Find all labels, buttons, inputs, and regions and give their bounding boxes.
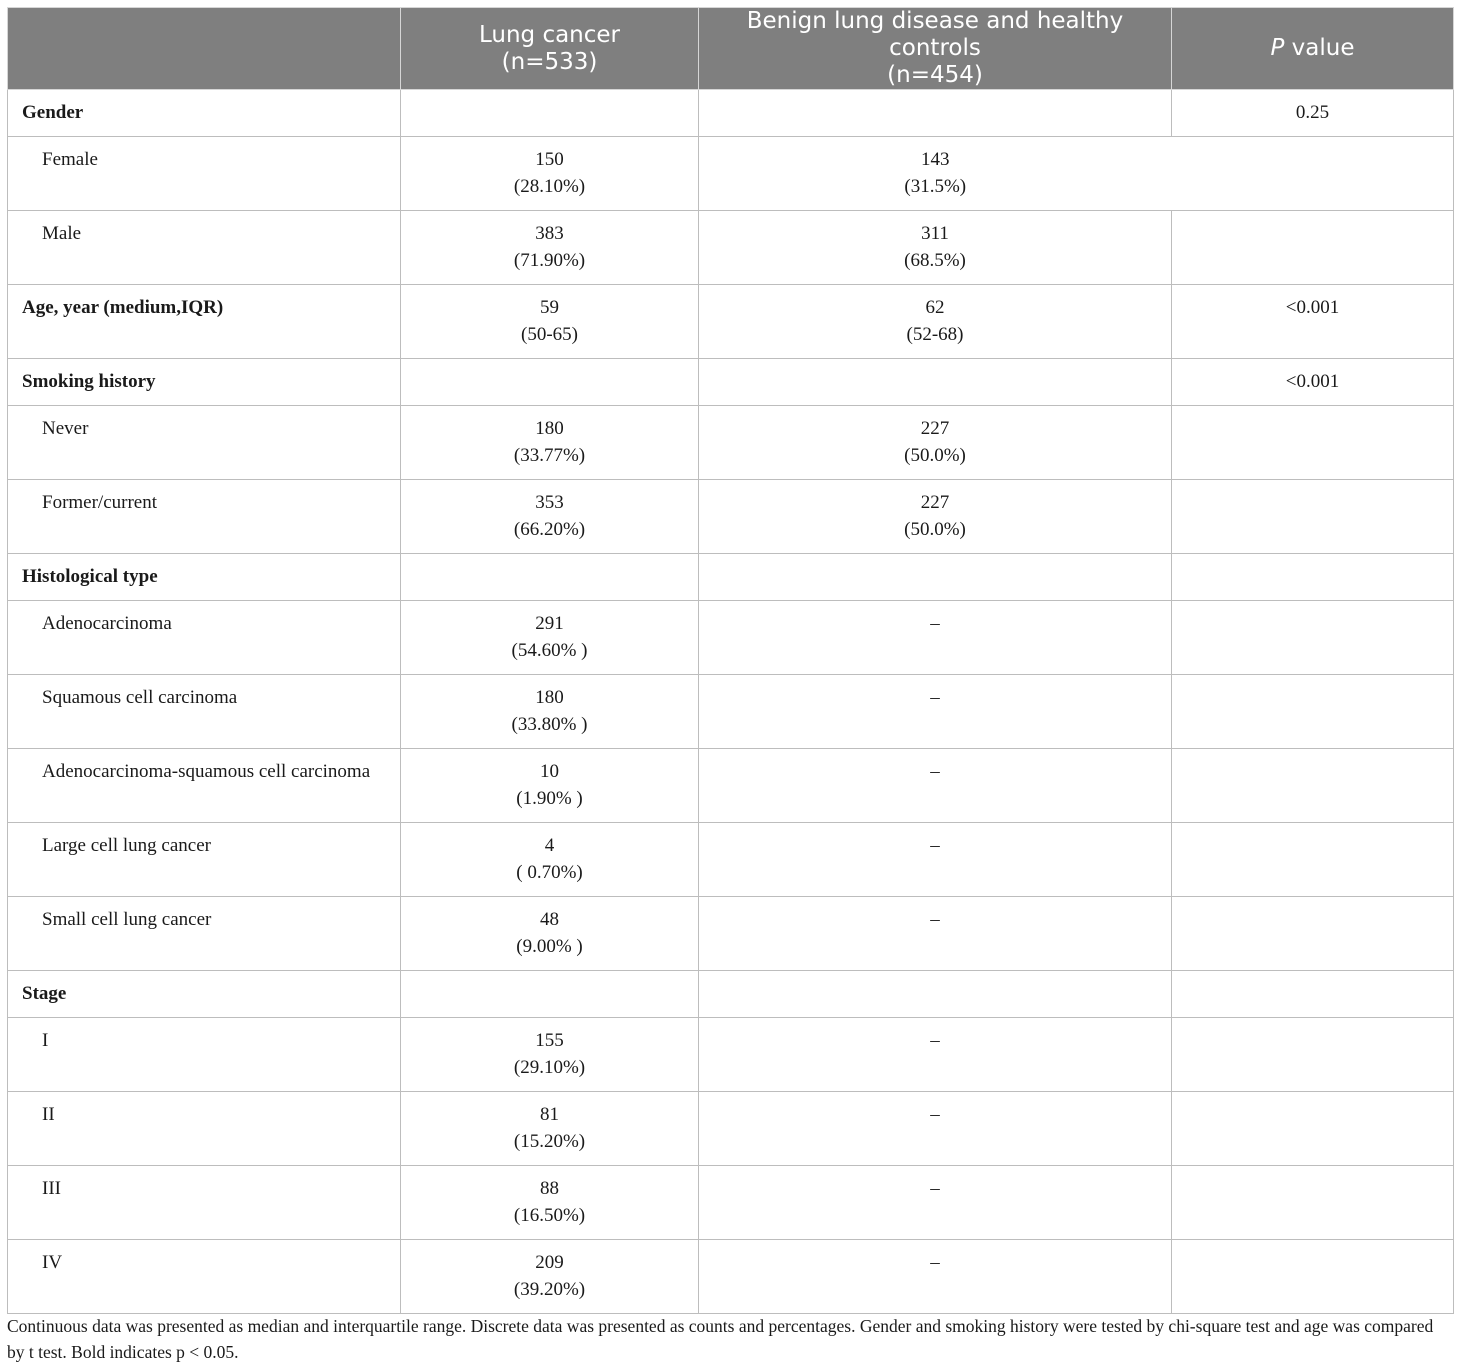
header-benign-n: (n=454) [887, 62, 983, 88]
table-row-male [8, 211, 1454, 285]
row-label: Histological type [8, 554, 401, 601]
percent: (66.20%) [513, 519, 586, 540]
percent: (50.0%) [904, 519, 966, 540]
benign-cell: – [699, 1240, 1172, 1314]
row-label: II [8, 1092, 401, 1166]
table-row-stage [8, 971, 1454, 1018]
lung-cancer-cell [401, 823, 699, 897]
count: 227 [920, 492, 950, 513]
benign-cell: – [699, 1018, 1172, 1092]
p-value-cell [1172, 1092, 1454, 1166]
benign-cell [699, 554, 1172, 601]
percent: (1.90% ) [516, 788, 583, 809]
table-row-adenocarcinoma [8, 601, 1454, 675]
lung-cancer-cell [401, 1092, 699, 1166]
count: 311 [921, 223, 949, 244]
row-label: Female [8, 137, 401, 211]
benign-cell [699, 211, 1172, 285]
lung-cancer-cell [401, 285, 699, 359]
row-label: IV [8, 1240, 401, 1314]
table-row-stage-ii [8, 1092, 1454, 1166]
lung-cancer-cell [401, 211, 699, 285]
p-value-cell [1172, 406, 1454, 480]
median: 59 [540, 297, 559, 318]
benign-cell [699, 285, 1172, 359]
header-col-p-value [1172, 8, 1454, 90]
count: 48 [540, 909, 559, 930]
iqr: (50-65) [521, 324, 578, 345]
p-value-cell [1172, 1240, 1454, 1314]
percent: (39.20%) [513, 1279, 586, 1300]
percent: (33.77%) [513, 445, 586, 466]
count: 143 [921, 149, 950, 170]
table-row-gender [8, 90, 1454, 137]
row-label: I [8, 1018, 401, 1092]
count: 383 [535, 223, 564, 244]
header-p-rest: value [1284, 35, 1355, 61]
count: 180 [535, 687, 564, 708]
benign-cell [699, 406, 1172, 480]
percent: (68.5%) [904, 250, 966, 271]
percent: (28.10%) [513, 176, 586, 197]
percent: (50.0%) [904, 445, 966, 466]
row-label: Former/current [8, 480, 401, 554]
benign-cell [699, 480, 1172, 554]
p-value-cell [1172, 823, 1454, 897]
count: 155 [535, 1030, 564, 1051]
header-row [8, 8, 1454, 90]
table-row-large-cell [8, 823, 1454, 897]
p-value-cell: <0.001 [1172, 359, 1454, 406]
lung-cancer-cell [401, 554, 699, 601]
p-value-cell [1172, 1018, 1454, 1092]
benign-cell: – [699, 601, 1172, 675]
characteristics-table [7, 7, 1454, 1314]
row-label: Smoking history [8, 359, 401, 406]
row-label: Never [8, 406, 401, 480]
percent: (71.90%) [513, 250, 586, 271]
p-value-cell [1172, 480, 1454, 554]
count: 88 [540, 1178, 559, 1199]
row-label: Small cell lung cancer [8, 897, 401, 971]
count: 10 [540, 761, 559, 782]
table-footnote: Continuous data was presented as median and interquartile range. Discrete data was presented as counts and percentages. Gender and smoking history were tested by chi-square test and age was compared by t test. Bold indicates p < 0.05. [7, 1316, 1434, 1362]
row-label: Male [8, 211, 401, 285]
count: 353 [535, 492, 564, 513]
benign-cell: – [699, 1092, 1172, 1166]
percent: (16.50%) [513, 1205, 586, 1226]
header-col-lung-cancer [401, 8, 699, 90]
benign-cell: – [699, 749, 1172, 823]
table-row-adeno-squamous [8, 749, 1454, 823]
table-row-age [8, 285, 1454, 359]
table-row-female [8, 137, 1454, 211]
percent: (29.10%) [513, 1057, 586, 1078]
row-label: Adenocarcinoma [8, 601, 401, 675]
count: 4 [544, 835, 555, 856]
header-lung-cancer-title: Lung cancer [478, 21, 621, 48]
header-p-italic: P [1270, 35, 1285, 61]
p-value-cell [1172, 601, 1454, 675]
p-value-cell [1172, 749, 1454, 823]
lung-cancer-cell [401, 480, 699, 554]
lung-cancer-cell [401, 406, 699, 480]
p-value-cell [1172, 1166, 1454, 1240]
benign-cell: – [699, 897, 1172, 971]
p-value-cell [1172, 675, 1454, 749]
iqr: (52-68) [906, 324, 964, 345]
percent: (33.80% ) [511, 714, 588, 735]
row-label: Stage [8, 971, 401, 1018]
row-label: Age, year (medium,IQR) [8, 285, 401, 359]
count: 227 [920, 418, 950, 439]
table-row-stage-iii [8, 1166, 1454, 1240]
benign-cell [699, 137, 1172, 211]
median: 62 [925, 297, 945, 318]
table-row-histological-type [8, 554, 1454, 601]
count: 180 [535, 418, 564, 439]
count: 209 [535, 1252, 564, 1273]
lung-cancer-cell [401, 1018, 699, 1092]
header-col-characteristic [8, 8, 401, 90]
lung-cancer-cell [401, 359, 699, 406]
table-row-stage-iv [8, 1240, 1454, 1314]
lung-cancer-cell [401, 897, 699, 971]
benign-cell: – [699, 1166, 1172, 1240]
table-container [7, 7, 1453, 1314]
percent: ( 0.70%) [516, 862, 583, 883]
table-row-never [8, 406, 1454, 480]
header-lung-cancer-n: (n=533) [501, 48, 598, 75]
lung-cancer-cell [401, 749, 699, 823]
lung-cancer-cell [401, 1166, 699, 1240]
p-value-cell [1172, 137, 1454, 211]
percent: (15.20%) [513, 1131, 586, 1152]
row-label: III [8, 1166, 401, 1240]
row-label: Large cell lung cancer [8, 823, 401, 897]
p-value-cell [1172, 554, 1454, 601]
percent: (31.5%) [904, 176, 967, 197]
header-benign-title: Benign lung disease and healthy controls [746, 8, 1124, 61]
lung-cancer-cell [401, 1240, 699, 1314]
header-col-benign-controls [699, 8, 1172, 90]
benign-cell [699, 971, 1172, 1018]
table-row-squamous-cell-carcinoma [8, 675, 1454, 749]
p-value-cell [1172, 971, 1454, 1018]
table-row-stage-i [8, 1018, 1454, 1092]
count: 81 [540, 1104, 559, 1125]
p-value-cell: <0.001 [1172, 285, 1454, 359]
count: 150 [535, 149, 564, 170]
row-label: Gender [8, 90, 401, 137]
row-label: Adenocarcinoma-squamous cell carcinoma [8, 749, 401, 823]
p-value-cell [1172, 211, 1454, 285]
row-label: Squamous cell carcinoma [8, 675, 401, 749]
percent: (9.00% ) [516, 936, 583, 957]
benign-cell [699, 359, 1172, 406]
table-row-smoking-history [8, 359, 1454, 406]
table-row-former-current [8, 480, 1454, 554]
benign-cell [699, 90, 1172, 137]
lung-cancer-cell [401, 601, 699, 675]
lung-cancer-cell [401, 137, 699, 211]
table-row-small-cell [8, 897, 1454, 971]
benign-cell: – [699, 823, 1172, 897]
p-value-cell: 0.25 [1172, 90, 1454, 137]
lung-cancer-cell [401, 675, 699, 749]
count: 291 [535, 613, 564, 634]
percent: (54.60% ) [511, 640, 588, 661]
lung-cancer-cell [401, 971, 699, 1018]
benign-cell: – [699, 675, 1172, 749]
p-value-cell [1172, 897, 1454, 971]
lung-cancer-cell [401, 90, 699, 137]
